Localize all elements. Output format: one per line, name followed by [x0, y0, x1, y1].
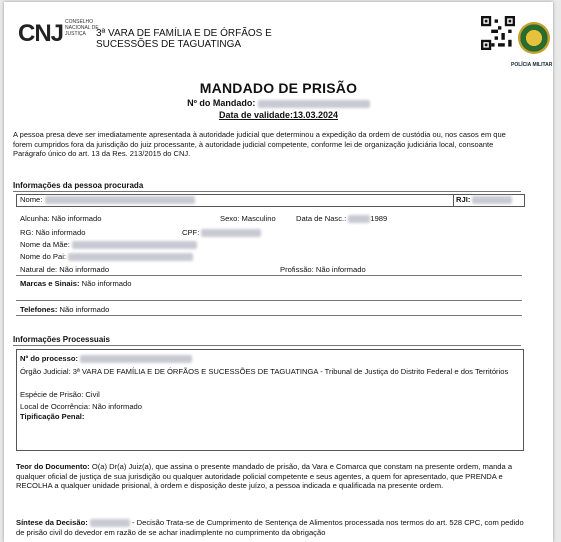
court-field: Órgão Judicial: 3ª VARA DE FAMÍLIA E DE ÓRFÃOS E SUCESSÕES DE TAGUATINGA - Tribunal de Justiça do Distrito Federal e dos Territórios: [20, 367, 509, 376]
divider: [16, 300, 522, 301]
qr-code-icon: [481, 16, 515, 50]
occurrence-field: Local de Ocorrência: Não informado: [20, 402, 142, 411]
name-field: Nome:: [20, 195, 195, 204]
redacted-mother: [72, 241, 197, 249]
redacted-warrant-number: [258, 100, 370, 108]
document-content: Teor do Documento: O(a) Dr(a) Juiz(a), que assina o presente mandado de prisão, da Vara e Comarca que constam na presente ordem, manda a qualquer oficial de justiça de sua jurisdição ou qualquer autoridade policial competente e seus agentes, a quem for apresentado, que PRENDA e RECOLHA a qualquer unidade prisional, à ordem e disposição deste juízo, a pessoa indicada e qualificada na presente ordem.: [16, 462, 513, 490]
redacted-father: [68, 253, 193, 261]
nationality-field: Natural de: Não informado: [20, 265, 110, 274]
document-page: [4, 2, 553, 542]
intro-paragraph: A pessoa presa deve ser imediatamente apresentada à autoridade judicial que determinou a expedição da ordem de custódia ou, nos casos em que forem cumpridos fora da jurisdição do juiz processante, à autoridade judicial competente, conforme lei de organização judiciária local, consoante Parágrafo único do art. 13 da Res. 213/2015 do CNJ.: [13, 130, 506, 158]
penal-typification-field: Tipificação Penal:: [20, 412, 85, 421]
cnj-logo-subtitle: CONSELHO NACIONAL DE JUSTIÇA: [65, 19, 99, 37]
redacted-decision-id: [90, 519, 130, 527]
process-number-field: Nº do processo:: [20, 354, 192, 363]
cnj-logo: CNJ: [18, 20, 64, 47]
redacted-rji: [472, 196, 512, 204]
mother-field: Nome da Mãe:: [20, 240, 197, 249]
marks-field: Marcas e Sinais: Não informado: [20, 279, 132, 288]
redacted-cpf: [201, 229, 261, 237]
divider: [13, 191, 521, 192]
court-name: [96, 28, 272, 50]
divider: [16, 275, 522, 276]
rji-field: RJI:: [456, 195, 512, 204]
court-line-2: SUCESSÕES DE TAGUATINGA: [96, 39, 242, 50]
birth-date-field: Data de Nasc.: 1989: [296, 214, 388, 223]
validity-date: Data de validade:13.03.2024: [218, 110, 339, 120]
court-line-1: 3ª VARA DE FAMÍLIA E DE ÓRFÃOS E: [96, 28, 272, 39]
page-title: MANDADO DE PRISÃO: [199, 80, 358, 96]
redacted-birth: [348, 215, 370, 223]
redacted-process-number: [80, 355, 192, 363]
divider: [13, 345, 521, 346]
father-field: Nome do Pai:: [20, 252, 193, 261]
profession-field: Profissão: Não informado: [280, 265, 366, 274]
police-seal-icon: [518, 22, 550, 54]
seal-label: POLÍCIA MILITAR: [511, 62, 553, 68]
cpf-field: CPF:: [182, 228, 261, 237]
decision-summary: Síntese da Decisão: - Decisão Trata-se de Cumprimento de Sentença de Alimentos processada nos termos do art. 528 CPC, com pedido de prisão civil do devedor em razão de se achar inadimplente no cumprimento da obrigação: [16, 518, 524, 537]
warrant-number: Nº do Mandado:: [4, 98, 553, 108]
sex-field: Sexo: Masculino: [220, 214, 276, 223]
phones-field: Telefones: Não informado: [20, 305, 110, 314]
divider: [16, 315, 522, 316]
section-title-person: Informações da pessoa procurada: [13, 181, 144, 190]
process-box: [16, 349, 524, 451]
rg-field: RG: Não informado: [20, 228, 86, 237]
section-title-process: Informações Processuais: [13, 335, 110, 344]
alias-field: Alcunha: Não informado: [20, 214, 102, 223]
redacted-name: [45, 196, 195, 204]
prison-type-field: Espécie de Prisão: Civil: [20, 390, 100, 399]
